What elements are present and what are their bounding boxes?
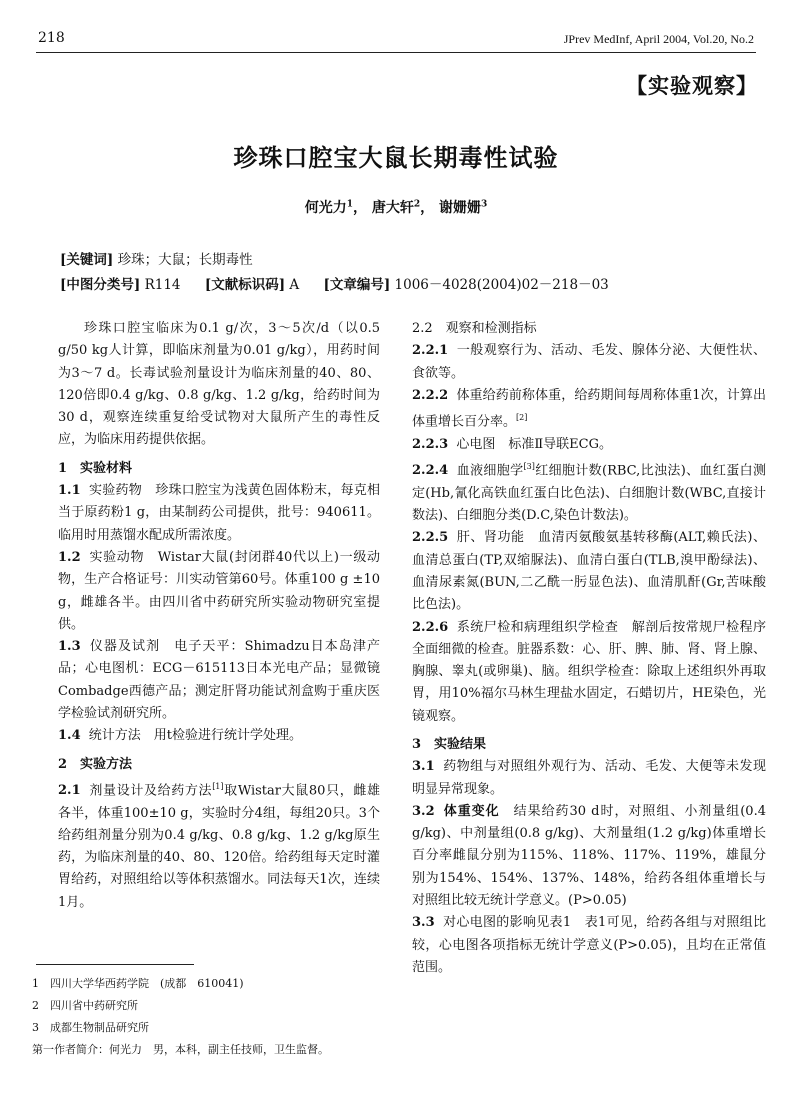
- item-2-2-4: [412, 456, 766, 527]
- subsection-text: 对心电图的影响见表1 表1可见，给药各组与对照组比较，心电图各项指标无统计学意义(P>0.05)，且均在正常值范围。: [412, 915, 767, 975]
- intro-paragraph: 珍珠口腔宝临床为0.1 g/次，3～5次/d（以0.5 g/50 kg人计算，即临床剂量为0.01 g/kg），用药时间为3～7 d。长毒试验剂量设计为临床剂量的40、80、120倍即0.4 g/kg、0.8 g/kg、1.2 g/kg，给药时间为30 d，观察连续重复给受试物对大鼠所产生的毒性反应，为临床用药提供依据。: [58, 321, 380, 448]
- subsection-1-1: [58, 480, 380, 547]
- item-text: 心电图 标准Ⅱ导联ECG。: [456, 436, 613, 452]
- subsection-text: 药物组与对照组外观行为、活动、毛发、大便等未发现明显异常现象。: [412, 759, 766, 797]
- author-affiliation-mark: 3: [481, 199, 488, 210]
- item-number: 2.2.1: [412, 343, 449, 359]
- item-2-2-3: [412, 434, 766, 456]
- article-title: 珍珠口腔宝大鼠长期毒性试验: [233, 143, 559, 172]
- subsection-number: 1.1: [58, 483, 81, 499]
- subsection-term: 实验动物: [89, 549, 145, 565]
- item-text: 系统尸检和病理组织学检查 解剖后按常规尸检程序全面细微的检查。脏器系数：心、肝、脾、肺、肾、肾上腺、胸腺、睾丸(或卵巢)、脑。组织学检查：除取上述组织外再取胃，用10%福尔马林生理盐水固定，石蜡切片，HE染色，光镜观察。: [412, 619, 766, 724]
- subsection-1-2: [58, 547, 380, 636]
- footnotes: [32, 973, 329, 1061]
- footnote-affiliation: 3 成都生物制品研究所: [32, 1021, 149, 1034]
- footnote-author-bio: 第一作者简介：何光力 男，本科，副主任技师，卫生监督。: [32, 1043, 329, 1056]
- item-number: 2.2.5: [412, 530, 449, 546]
- item-text: 红细胞计数(RBC,比浊法)、血红蛋白测定(Hb,氰化高铁血红蛋白比色法)、白细胞计数(WBC,直接计数法)、白细胞分类(D.C,染色计数法)。: [412, 463, 766, 524]
- left-column: [58, 318, 380, 914]
- doc-code-label: [文献标识码]: [204, 277, 286, 293]
- clc-label: [中图分类号]: [60, 277, 141, 293]
- author-name: 唐大轩: [371, 200, 414, 216]
- item-number: 2.2.4: [412, 463, 449, 479]
- article-no-value: 1006－4028(2004)02－218－03: [394, 277, 609, 293]
- clc-value: R114: [144, 277, 181, 293]
- subsection-term: 体重变化: [443, 803, 500, 819]
- author-name: 何光力: [304, 200, 347, 216]
- citation-ref: [3]: [523, 462, 535, 472]
- citation-ref: [2]: [516, 413, 528, 423]
- subsection-text: 珍珠口腔宝为浅黄色固体粉末，每克相当于原药粉1 g，由某制药公司提供，批号：940611。临用时用蒸馏水配成所需浓度。: [58, 483, 380, 543]
- subsection-number: 1.3: [58, 639, 81, 655]
- subsection-3-3: [412, 912, 766, 979]
- subsection-3-2: [412, 801, 766, 912]
- subsection-number: 2.1: [58, 783, 81, 799]
- footnote-rule: [36, 964, 194, 965]
- subsection-text: 电子天平：Shimadzu日本岛津产品；心电图机：ECG－615113日本光电产品；显微镜Combadge西德产品；测定肝肾功能试剂盒购于重庆医学检验试剂研究所。: [58, 639, 380, 722]
- subsection-text: 取Wistar大鼠80只，雌雄各半，体重100±10 g，实验时分4组，每组20只。3个给药组剂量分别为0.4 g/kg、0.8 g/kg、1.2 g/kg原生药，为临床剂量的40、80、120倍。给药组每天定时灌胃给药，对照组给以等体积蒸馏水。同法每天1次，连续1月。: [58, 783, 380, 910]
- section-heading: 3 实验结果: [412, 737, 487, 752]
- subsection-text: 用t检验进行统计学处理。: [153, 728, 303, 744]
- subsection-number: 1.2: [58, 549, 81, 565]
- subsection-number: 3.2: [412, 803, 435, 819]
- item-text: 血液细胞学: [456, 463, 524, 479]
- item-2-2-2: [412, 385, 766, 434]
- keywords-label: [关键词]: [60, 252, 114, 268]
- author-affiliation-mark: 1: [346, 199, 353, 210]
- item-2-2-1: [412, 340, 766, 385]
- subsection-heading: 2.2 观察和检测指标: [412, 321, 537, 336]
- item-2-2-6: [412, 617, 766, 728]
- subsection-term: 实验药物: [89, 483, 142, 499]
- item-number: 2.2.2: [412, 387, 449, 403]
- right-column: [412, 318, 766, 979]
- author-affiliation-mark: 2: [413, 199, 421, 210]
- item-number: 2.2.3: [412, 436, 449, 452]
- keywords-line: [60, 248, 609, 273]
- subsection-text: 结果给药30 d时，对照组、小剂量组(0.4 g/kg)、中剂量组(0.8 g/kg)、大剂量组(1.2 g/kg)体重增长百分率雌鼠分别为115%、118%、117%、119%，雄鼠分别为154%、154%、137%、148%，给药各组体重增长与对照组比较无统计学意义。(P>0.05): [412, 803, 766, 909]
- doc-code-value: A: [289, 277, 300, 293]
- section-heading: 1 实验材料: [58, 460, 133, 476]
- section-heading: 2 实验方法: [58, 756, 133, 772]
- subsection-term: 统计方法: [88, 728, 141, 744]
- journal-citation: JPrev MedInf, April 2004, Vol.20, No.2: [563, 32, 754, 46]
- item-text: 一般观察行为、活动、毛发、腺体分泌、大便性状、食欲等。: [412, 343, 766, 381]
- footnote-affiliation: 1 四川大学华西药学院 (成都 610041): [32, 977, 244, 990]
- item-2-2-5: [412, 527, 766, 616]
- subsection-1-3: [58, 636, 380, 725]
- subsection-2-1: [58, 776, 380, 914]
- header-rule: [36, 52, 756, 53]
- citation-ref: [1]: [212, 781, 224, 791]
- page-number: 218: [38, 30, 65, 46]
- subsection-number: 3.3: [412, 915, 435, 931]
- subsection-3-1: [412, 756, 766, 801]
- item-number: 2.2.6: [412, 619, 449, 635]
- keywords-value: 珍珠；大鼠；长期毒性: [117, 252, 253, 268]
- classification-line: [60, 273, 609, 298]
- subsection-1-4: [58, 725, 380, 747]
- item-text: 肝、肾功能 血清丙氨酸氨基转移酶(ALT,赖氏法)、血清总蛋白(TP,双缩脲法)、血清白蛋白(TLB,溴甲酚绿法)、血清尿素氮(BUN,二乙酰一肟显色法)、血清肌酐(Gr,苦味酸比色法)。: [412, 530, 766, 613]
- item-text: 体重给药前称体重，给药期间每周称体重1次，计算出体重增长百分率。: [412, 387, 766, 430]
- subsection-term: 剂量设计及给药方法: [89, 783, 213, 799]
- article-no-label: [文章编号]: [323, 277, 391, 293]
- subsection-number: 3.1: [412, 759, 435, 775]
- author-list: 何光力$^1$， 唐大轩$^2$， 谢姗姗$^3$: [304, 199, 488, 216]
- subsection-term: 仪器及试剂: [89, 639, 161, 655]
- subsection-number: 1.4: [58, 728, 81, 744]
- subsection-text: Wistar大鼠(封闭群40代以上)一级动物，生产合格证号：川实动管第60号。体重100 g ±10 g，雌雄各半。由四川省中药研究所实验动物研究室提供。: [58, 549, 380, 632]
- section-tag: 【实验观察】: [626, 73, 758, 98]
- footnote-affiliation: 2 四川省中药研究所: [32, 999, 138, 1012]
- article-metadata: [60, 248, 609, 298]
- author-name: 谢姗姗: [439, 200, 481, 216]
